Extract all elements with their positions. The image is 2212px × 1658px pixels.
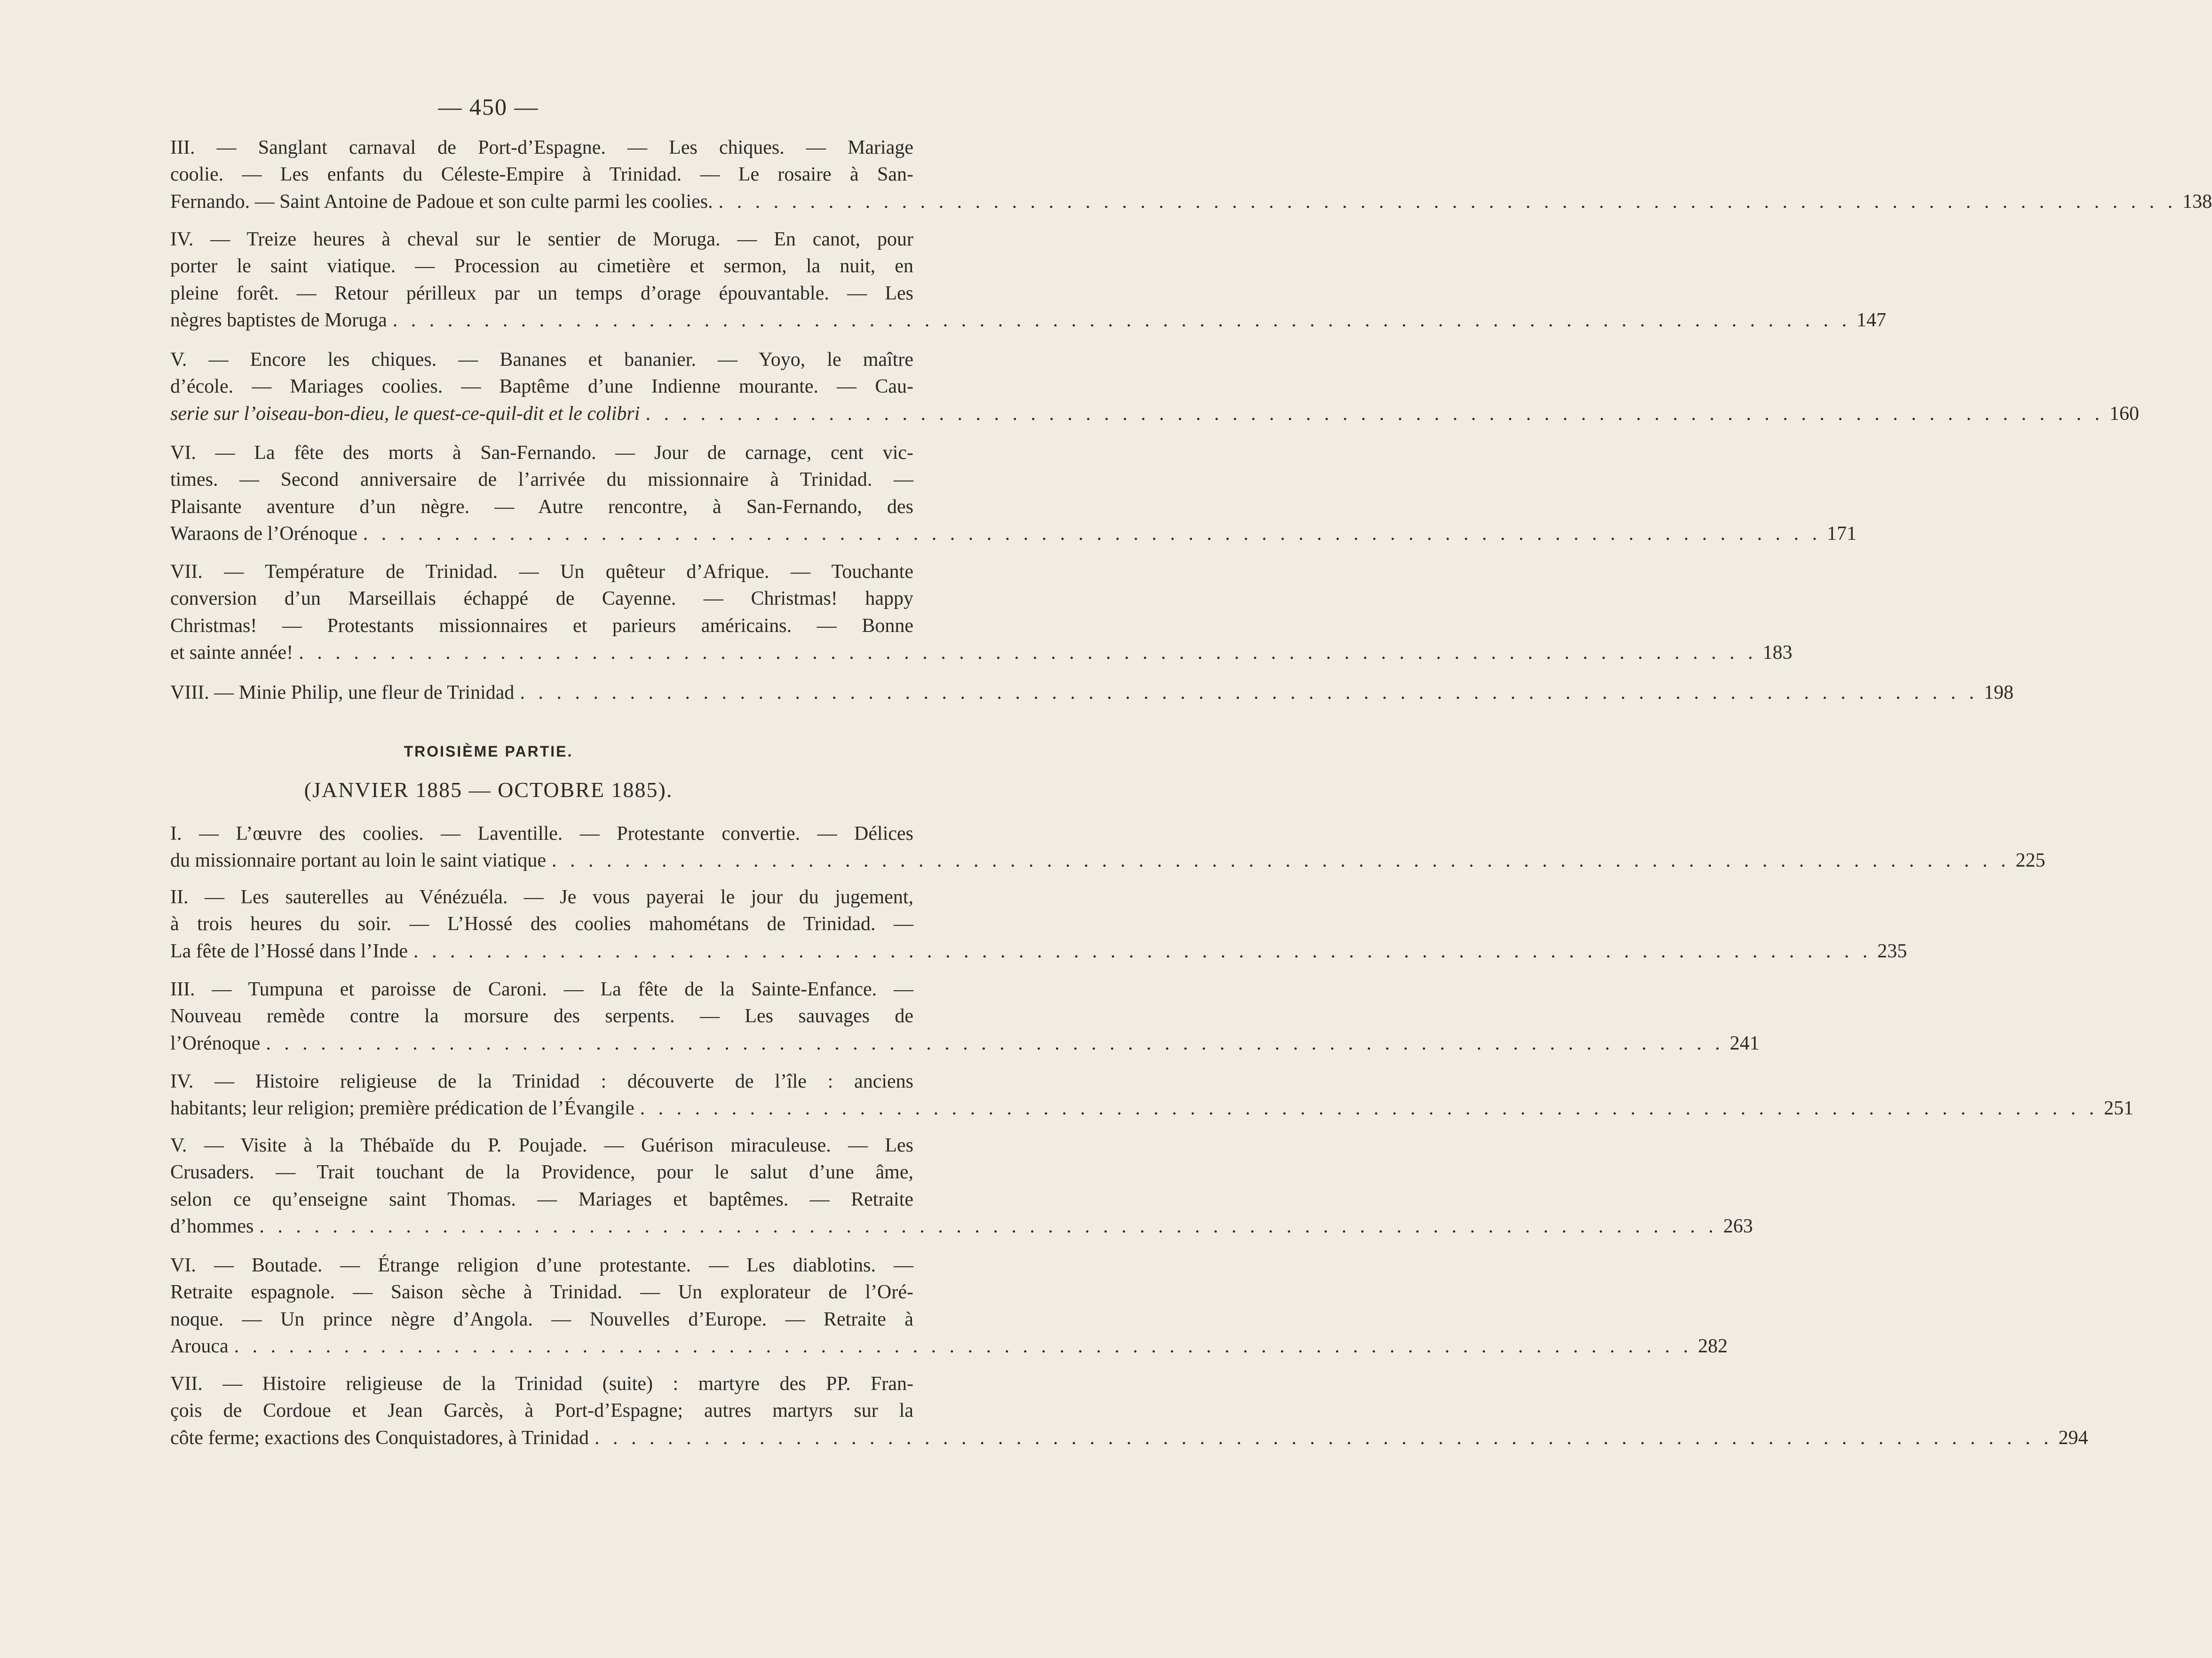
toc-line: VII. — Histoire religieuse de la Trinidad (suite) : martyre des PP. Fran- (170, 1373, 913, 1395)
toc-entry-text: Arouca (170, 1335, 229, 1357)
toc-line-last (170, 640, 1792, 666)
toc-entry (170, 1252, 1728, 1360)
toc-line: pleine forêt. — Retour périlleux par un temps d’orage épouvantable. — Les (170, 282, 913, 304)
toc-entry (170, 976, 1760, 1057)
leader-dots: . . . . . . . . . . . . . . . . . . . . . . . . . . . . . . . . . . . . . . . . . . . . . . . . . . . . . . . . . . . . . . . . . . . . . . . . . . . . . . . . (645, 403, 2104, 425)
section-dates: (JANVIER 1885 — OCTOBRE 1885). (304, 778, 673, 802)
toc-line: d’école. — Mariages coolies. — Baptême d’une Indienne mourante. — Cau- (170, 376, 913, 398)
toc-line-last (170, 1213, 1753, 1240)
toc-line: Retraite espagnole. — Saison sèche à Trinidad. — Un explorateur de l’Oré- (170, 1281, 913, 1303)
toc-line-last (170, 307, 1887, 334)
toc-line: VII. — Température de Trinidad. — Un quêteur d’Afrique. — Touchante (170, 561, 913, 583)
toc-entry-text: du missionnaire portant au loin le saint viatique (170, 850, 547, 872)
toc-entry (170, 226, 1887, 334)
toc-page-number: 147 (1856, 309, 1887, 331)
toc-entry (170, 679, 2014, 706)
toc-line: III. — Sanglant carnaval de Port-d’Espagne. — Les chiques. — Mariage (170, 137, 913, 158)
leader-dots: . . . . . . . . . . . . . . . . . . . . . . . . . . . . . . . . . . . . . . . . . . . . . . . . . . . . . . . . . . . . . . . . . . . . . . . . . . . . . . . . (520, 682, 1978, 703)
page-number: — 450 — (438, 94, 539, 120)
toc-entry-text: nègres baptistes de Moruga (170, 309, 387, 331)
toc-line-last (170, 521, 1857, 547)
toc-entry (170, 1371, 2088, 1452)
toc-line: V. — Encore les chiques. — Bananes et bananier. — Yoyo, le maître (170, 349, 913, 371)
toc-entry (170, 440, 1857, 547)
toc-line-last (170, 1333, 1728, 1360)
toc-entry (170, 1068, 2134, 1122)
toc-page-number: 294 (2058, 1427, 2088, 1449)
toc-entry-text: Fernando. — Saint Antoine de Padoue et son culte parmi les coolies. (170, 190, 713, 213)
toc-page-number: 160 (2109, 403, 2139, 425)
toc-line: times. — Second anniversaire de l’arrivée du missionnaire à Trinidad. — (170, 469, 913, 491)
leader-dots: . . . . . . . . . . . . . . . . . . . . . . . . . . . . . . . . . . . . . . . . . . . . . . . . . . . . . . . . . . . . . . . . . . . . . . . . . . . . . . . . (392, 309, 1851, 331)
toc-line: çois de Cordoue et Jean Garcès, à Port-d’Espagne; autres martyrs sur la (170, 1400, 913, 1422)
toc-entry-text: Waraons de l’Orénoque (170, 522, 357, 545)
toc-line: porter le saint viatique. — Procession au cimetière et sermon, la nuit, en (170, 255, 913, 277)
toc-page-number: 241 (1729, 1032, 1760, 1054)
toc-entry-text: La fête de l’Hossé dans l’Inde (170, 940, 408, 962)
leader-dots: . . . . . . . . . . . . . . . . . . . . . . . . . . . . . . . . . . . . . . . . . . . . . . . . . . . . . . . . . . . . . . . . . . . . . . . . . . . . . . . . (234, 1335, 1693, 1357)
toc-line-last (170, 679, 2014, 706)
toc-line: à trois heures du soir. — L’Hossé des coolies mahométans de Trinidad. — (170, 913, 913, 935)
toc-line: V. — Visite à la Thébaïde du P. Poujade. — Guérison miraculeuse. — Les (170, 1135, 913, 1156)
toc-entry-text: et sainte année! (170, 641, 293, 663)
toc-entry-text: serie sur l’oiseau-bon-dieu, le quest-ce-quil-dit et le colibri (170, 403, 640, 425)
leader-dots: . . . . . . . . . . . . . . . . . . . . . . . . . . . . . . . . . . . . . . . . . . . . . . . . . . . . . . . . . . . . . . . . . . . . . . . . . . . . . . . . (552, 850, 2010, 872)
leader-dots: . . . . . . . . . . . . . . . . . . . . . . . . . . . . . . . . . . . . . . . . . . . . . . . . . . . . . . . . . . . . . . . . . . . . . . . . . . . . . . . . (259, 1215, 1718, 1237)
toc-entry (170, 134, 2212, 215)
toc-line-last (170, 1095, 2134, 1122)
toc-page-number: 225 (2015, 850, 2046, 872)
leader-dots: . . . . . . . . . . . . . . . . . . . . . . . . . . . . . . . . . . . . . . . . . . . . . . . . . . . . . . . . . . . . . . . . . . . . . . . . . . . . . . . . (363, 522, 1822, 545)
toc-page-number: 263 (1723, 1215, 1753, 1237)
toc-entry-text: d’hommes (170, 1215, 254, 1237)
toc-entry-text: VIII. — Minie Philip, une fleur de Trinidad (170, 682, 515, 703)
toc-line-last (170, 1030, 1760, 1057)
toc-line: coolie. — Les enfants du Céleste-Empire à Trinidad. — Le rosaire à San- (170, 164, 913, 186)
toc-line: IV. — Treize heures à cheval sur le sentier de Moruga. — En canot, pour (170, 229, 913, 250)
toc-page-number: 198 (1983, 682, 2014, 703)
toc-page-number: 171 (1827, 522, 1857, 545)
toc-page-number: 251 (2104, 1097, 2134, 1120)
toc-line: Nouveau remède contre la morsure des serpents. — Les sauvages de (170, 1005, 913, 1027)
toc-line-last (170, 401, 2139, 427)
leader-dots: . . . . . . . . . . . . . . . . . . . . . . . . . . . . . . . . . . . . . . . . . . . . . . . . . . . . . . . . . . . . . . . . . . . . . . . . . . . . . . . . (413, 940, 1872, 962)
toc-line: VI. — Boutade. — Étrange religion d’une protestante. — Les diablotins. — (170, 1255, 913, 1276)
toc-line: conversion d’un Marseillais échappé de Cayenne. — Christmas! happy (170, 588, 913, 610)
toc-line: selon ce qu’enseigne saint Thomas. — Mariages et baptêmes. — Retraite (170, 1188, 913, 1210)
toc-entry (170, 884, 1907, 965)
toc-line: Plaisante aventure d’un nègre. — Autre rencontre, à San-Fernando, des (170, 496, 913, 518)
leader-dots: . . . . . . . . . . . . . . . . . . . . . . . . . . . . . . . . . . . . . . . . . . . . . . . . . . . . . . . . . . . . . . . . . . . . . . . . . . . . . . . . (299, 641, 1757, 663)
toc-line: I. — L’œuvre des coolies. — Laventille. — Protestante convertie. — Délices (170, 823, 913, 845)
toc-page-number: 282 (1698, 1335, 1728, 1357)
leader-dots: . . . . . . . . . . . . . . . . . . . . . . . . . . . . . . . . . . . . . . . . . . . . . . . . . . . . . . . . . . . . . . . . . . . . . . . . . . . . . . . . (594, 1427, 2053, 1449)
toc-line: II. — Les sauterelles au Vénézuéla. — Je vous payerai le jour du jugement, (170, 886, 913, 908)
toc-line-last (170, 938, 1907, 965)
toc-page-number: 235 (1877, 940, 1907, 962)
toc-line: III. — Tumpuna et paroisse de Caroni. — La fête de la Sainte-Enfance. — (170, 979, 913, 1000)
leader-dots: . . . . . . . . . . . . . . . . . . . . . . . . . . . . . . . . . . . . . . . . . . . . . . . . . . . . . . . . . . . . . . . . . . . . . . . . . . . . . . . . (640, 1097, 2099, 1120)
toc-line-last (170, 847, 2046, 874)
toc-page-number: 183 (1762, 641, 1792, 663)
toc-line-last (170, 189, 2212, 215)
leader-dots: . . . . . . . . . . . . . . . . . . . . . . . . . . . . . . . . . . . . . . . . . . . . . . . . . . . . . . . . . . . . . . . . . . . . . . . . . . . . . . . . (718, 190, 2177, 213)
toc-line: noque. — Un prince nègre d’Angola. — Nouvelles d’Europe. — Retraite à (170, 1308, 913, 1330)
toc-page-number: 138 (2182, 190, 2212, 213)
toc-line: IV. — Histoire religieuse de la Trinidad : découverte de l’île : anciens (170, 1071, 913, 1092)
toc-line: Crusaders. — Trait touchant de la Providence, pour le salut d’une âme, (170, 1161, 913, 1184)
toc-entry (170, 559, 1792, 666)
toc-line-last (170, 1425, 2088, 1452)
toc-entry (170, 347, 2139, 427)
section-title: TROISIÈME PARTIE. (404, 743, 573, 760)
toc-entry-text: côte ferme; exactions des Conquistadores, à Trinidad (170, 1427, 589, 1449)
leader-dots: . . . . . . . . . . . . . . . . . . . . . . . . . . . . . . . . . . . . . . . . . . . . . . . . . . . . . . . . . . . . . . . . . . . . . . . . . . . . . . . . (266, 1032, 1724, 1054)
toc-entry (170, 821, 2046, 875)
toc-entry-text: l’Orénoque (170, 1032, 261, 1054)
toc-entry (170, 1132, 1753, 1240)
toc-entry-text: habitants; leur religion; première prédication de l’Évangile (170, 1097, 634, 1120)
toc-line: VI. — La fête des morts à San-Fernando. — Jour de carnage, cent vic- (170, 442, 913, 464)
toc-line: Christmas! — Protestants missionnaires et parieurs américains. — Bonne (170, 615, 913, 637)
